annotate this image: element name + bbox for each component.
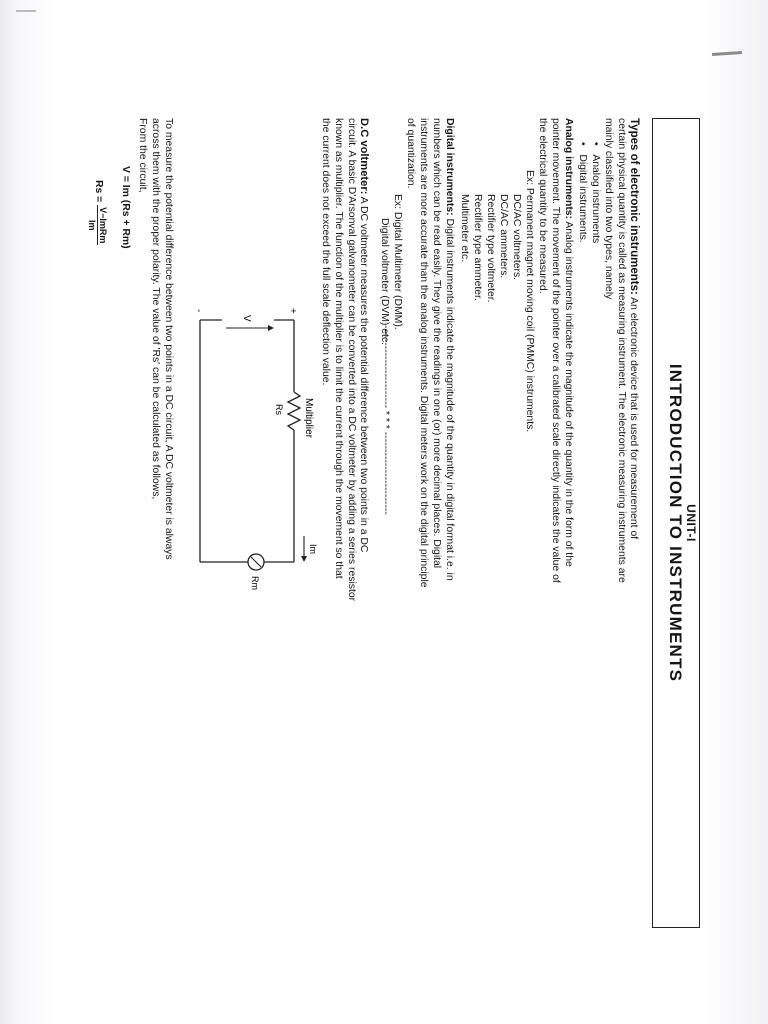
- analog-heading: Analog instruments:: [563, 118, 574, 220]
- bullet-icon: •: [590, 142, 601, 155]
- digital-example: Ex: Digital Multimeter (DMM).: [392, 194, 403, 330]
- im-label: Im: [308, 544, 318, 554]
- bullet-icon: •: [577, 142, 588, 155]
- digital-line-3: instruments are more accurate than the analog instruments. Digital meters work on the digital principle: [418, 118, 429, 588]
- analog-line-1: Analog instruments: Analog instruments indicate the magnitude of the quantity in the form of the: [563, 118, 574, 567]
- types-line-3: mainly classified into two types, namely: [603, 118, 614, 300]
- measure-line-1: To measure the potential difference between two points in a DC circuit, A DC voltmeter is always: [163, 118, 174, 560]
- fraction: [87, 205, 108, 245]
- separator: ------------------------ * * * ------------------------: [380, 325, 391, 515]
- analog-example: DC/AC voltmeters.: [511, 194, 522, 281]
- header-box: [652, 118, 700, 928]
- types-heading: Types of electronic instruments:: [628, 118, 640, 295]
- types-line-2: certain physical quantity is called as measuring instrument. The electronic measuring instruments are: [616, 118, 627, 583]
- measure-line-2: across them with the proper polarity. The value of 'Rs' can be calculated as follows,: [150, 118, 161, 500]
- fraction-denominator: Im: [87, 220, 97, 231]
- analog-example: Ex: Permanent magnet moving coil (PMMC) instruments.: [524, 170, 535, 433]
- rm-label: Rm: [250, 576, 260, 590]
- dc-line-3: known as multiplier. The function of the multiplier is to limit the current through the movement so that: [333, 118, 344, 579]
- dc-heading: D.C voltmeter:: [358, 118, 370, 195]
- measure-line-3: From the circuit,: [137, 118, 148, 193]
- dc-line-2: circuit. A basic D'Arsonval galvanometer can be converted into a DC voltmeter by adding a series resistor: [346, 118, 357, 602]
- equation-1: V = Im (Rs + Rm): [120, 166, 131, 249]
- current-arrow-head: [301, 556, 307, 562]
- voltage-arrow-head: [268, 325, 274, 331]
- resistor-rs: [288, 392, 300, 430]
- v-label: V: [241, 315, 252, 322]
- digital-line-1: Digital instruments: Digital instruments indicate the magnitude of the quantity in digital format i.e. in: [444, 118, 455, 581]
- equation-2: [87, 180, 108, 245]
- analog-line-3: the electrical quantity to be measured.: [537, 118, 548, 294]
- dc-voltmeter-circuit: [180, 300, 320, 640]
- bullet-item: • Analog instruments: [590, 142, 601, 244]
- fraction-numerator: V−ImRm: [98, 207, 108, 244]
- equation-2-lhs: Rs =: [92, 180, 104, 206]
- paper-mark: [16, 10, 36, 12]
- rs-label: Rs: [274, 404, 284, 415]
- page-title: INTRODUCTION TO INSTRUMENTS: [666, 363, 686, 683]
- dc-line-4: the current does not exceed the full scale deflection value.: [320, 118, 331, 386]
- analog-example: DC/AC ammeters.: [498, 194, 509, 279]
- analog-line-2: pointer movement. The movement of the pointer over a calibrated scale directly indicates the value of: [550, 118, 561, 583]
- analog-example: Rectifier type ammeter.: [472, 194, 483, 301]
- digital-heading: Digital instruments:: [444, 118, 455, 216]
- unit-label: UNIT-I: [684, 504, 698, 542]
- analog-example: Rectifier type voltmeter.: [485, 194, 496, 303]
- digital-example: Digital voltmeter (DVM) etc.: [379, 218, 390, 346]
- types-text-1: An electronic device that is used for measurement of: [628, 294, 639, 540]
- plus-terminal: +: [287, 308, 298, 314]
- analog-example: Multimeter etc.: [459, 194, 470, 263]
- rotated-page: [0, 70, 700, 1000]
- multiplier-label: Multiplier: [303, 398, 314, 439]
- bullet-item: • Digital instruments.: [577, 142, 588, 243]
- types-line-1: [626, 118, 640, 539]
- minus-terminal: -: [193, 309, 204, 313]
- dc-line-1: D.C voltmeter: A DC voltmeter measures the potential difference between two points in a DC: [358, 118, 370, 553]
- digital-line-4: of quantization.: [405, 118, 416, 189]
- digital-line-2: numbers which can be read easily. They give the readings in one (or) more decimal places. Digital: [431, 118, 442, 569]
